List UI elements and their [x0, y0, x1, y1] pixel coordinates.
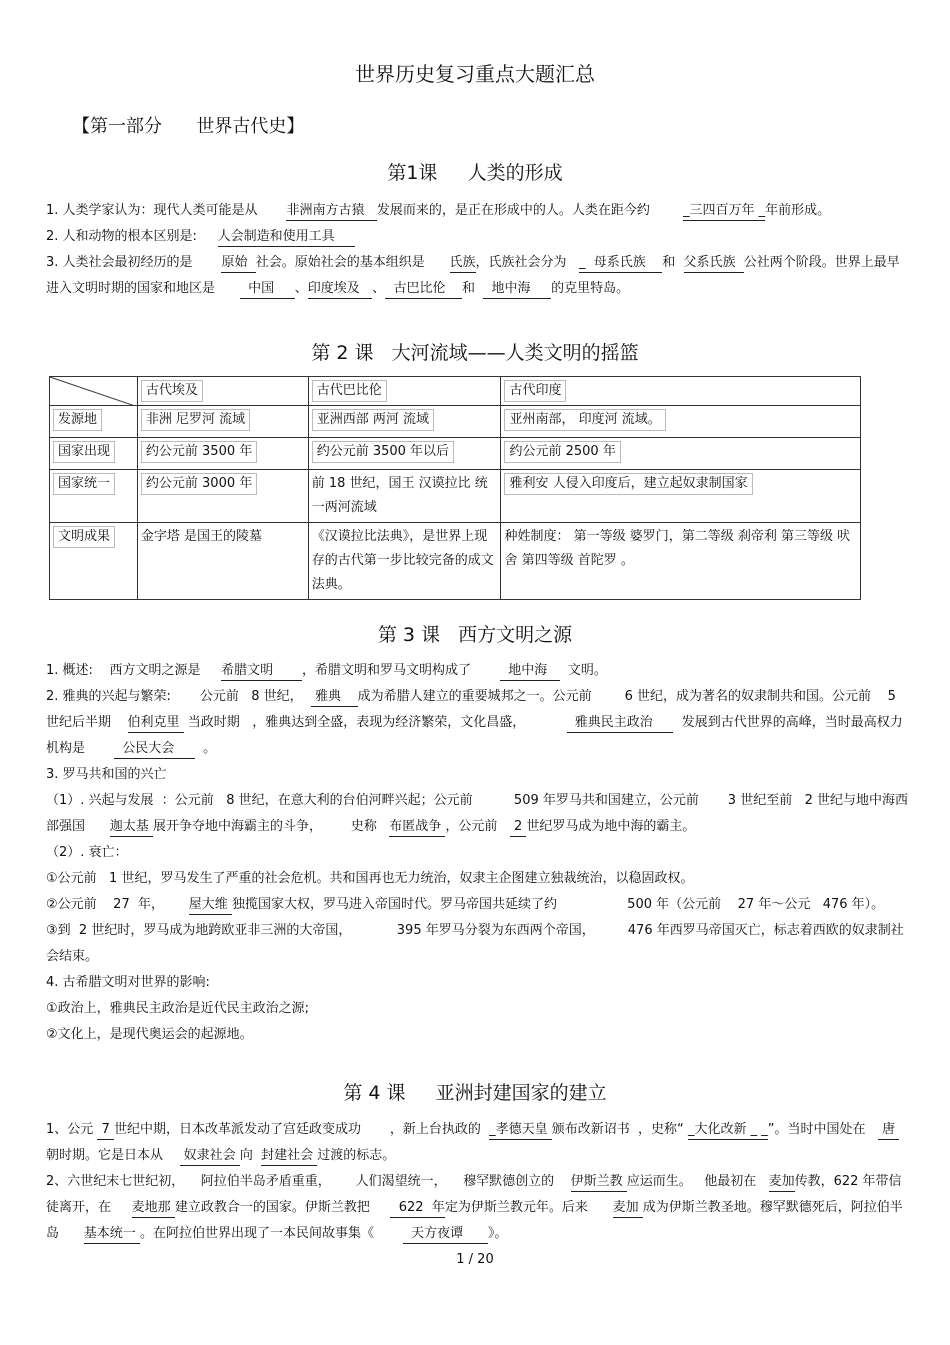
table-row: [50, 523, 861, 600]
page-number: 1 / 20: [456, 1252, 494, 1267]
fill-in-answer: 非洲南方古猿: [286, 202, 376, 221]
text-run: 1. 概述: 西方文明之源是: [46, 663, 222, 678]
text-run: 展开争夺地中海霸主的斗争， 史称: [152, 819, 390, 834]
paragraph: [46, 198, 908, 224]
paragraph: [46, 892, 908, 918]
paragraph: [46, 1117, 908, 1169]
table-row: [50, 470, 861, 523]
text-run: ，氏族社会分为: [475, 255, 579, 270]
text-run: 3. 人类社会最初经历的是: [46, 255, 222, 270]
lesson-1-body: [46, 198, 908, 302]
fill-in-answer: 封建社会: [261, 1147, 317, 1166]
paragraph: [46, 996, 908, 1022]
fill-in-answer: 人会制造和使用工具: [218, 228, 356, 247]
text-run: ”。当时中国处在: [767, 1122, 878, 1137]
text-run: 发展到古代世界的高峰，当时最高权力机构是: [46, 715, 903, 756]
table-cell: 亚洲西部 两河 流域: [308, 406, 501, 438]
paragraph: [46, 866, 908, 892]
text-run: 世纪罗马成为地中海的霸主。: [526, 819, 696, 834]
fill-in-answer: 迦太基: [110, 818, 153, 837]
text-run: 当政时期 ，雅典达到全盛，表现为经济繁荣，文化昌盛，: [183, 715, 567, 730]
paragraph: [46, 762, 908, 788]
text-run: 颁布改新诏书 ，史称“: [551, 1122, 688, 1137]
diagonal-line: [50, 377, 137, 406]
text-run: 1. 人类学家认为：现代人类可能是从: [46, 203, 287, 218]
text-run: 世纪中期，日本改革派发动了宫廷政变成功 ，新上台执政的: [113, 1122, 490, 1137]
table-header-row: [50, 377, 861, 406]
text-run: ②公元前 27 年，: [46, 897, 189, 912]
table-cell: 约公元前 3500 年: [137, 438, 308, 470]
table-cell: 《汉谟拉比法典》，是世界上现存的古代第一步比较完备的成文法典。: [308, 523, 501, 600]
text-run: ①公元前 1 世纪，罗马发生了严重的社会危机。共和国再也无力统治，奴隶主企图建立独裁统治，以稳固政权。: [46, 871, 694, 886]
text-run: 文明。: [559, 663, 607, 678]
fill-in-answer: 公民大会: [114, 740, 195, 759]
text-run: 3. 罗马共和国的兴亡: [46, 767, 167, 782]
fill-in-answer: 麦加: [613, 1199, 643, 1218]
text-run: ①政治上，雅典民主政治是近代民主政治之源;: [46, 1001, 310, 1016]
lesson-1-heading: 第1课 人类的形成: [387, 162, 563, 184]
paragraph: [46, 918, 908, 970]
fill-in-answer: _大化改新 _ _: [688, 1121, 768, 1140]
fill-in-answer: 地中海: [500, 662, 560, 681]
paragraph: [46, 658, 908, 684]
text-run: ②文化上，是现代奥运会的起源地。: [46, 1027, 253, 1042]
text-run: 社会。原始社会的基本组织是: [255, 255, 450, 270]
fill-in-answer: 雅典: [311, 688, 358, 707]
fill-in-answer: 氏族: [450, 254, 476, 273]
lesson-2-heading: 第 2 课 大河流域——人类文明的摇篮: [311, 342, 639, 364]
text-run: 向: [239, 1148, 262, 1163]
text-run: 和: [461, 281, 484, 296]
fill-in-answer: 原始: [221, 254, 255, 273]
fill-in-answer: 印度埃及: [308, 280, 372, 299]
fill-in-answer: 基本统一: [84, 1225, 140, 1244]
column-header: 古代埃及: [137, 377, 308, 406]
lesson-4-body: [46, 1117, 908, 1247]
text-run: 成为伊斯兰教圣地。穆罕默德死后，阿拉伯半岛: [46, 1200, 903, 1241]
text-run: 》。: [487, 1226, 508, 1241]
text-run: 2. 雅典的兴起与繁荣: 公元前 8 世纪，: [46, 689, 311, 704]
fill-in-answer: 天方夜谭: [403, 1225, 488, 1244]
text-run: 。: [194, 741, 217, 756]
table-cell: 约公元前 3500 年以后: [308, 438, 501, 470]
fill-in-answer: 地中海: [483, 280, 551, 299]
text-run: 。在阿拉伯世界出现了一本民间故事集《: [139, 1226, 403, 1241]
paragraph: [46, 840, 908, 866]
text-run: 成为希腊人建立的重要城邦之一。公元前 6 世纪，成为著名的奴隶制共和国。公元前 5 世纪后半期: [46, 689, 900, 730]
text-run: 2、六世纪末七世纪初， 阿拉伯半岛矛盾重重， 人们渴望统一， 穆罕默德创立的: [46, 1174, 571, 1189]
diagonal-corner-cell: [50, 377, 138, 406]
text-run: 应运而生。 他最初在: [626, 1174, 769, 1189]
fill-in-answer: 奴隶社会: [180, 1147, 240, 1166]
paragraph: [46, 224, 908, 250]
fill-in-answer: 2: [510, 818, 527, 837]
text-run: 4. 古希腊文明对世界的影响:: [46, 975, 210, 990]
lesson-3-heading: 第 3 课 西方文明之源: [377, 624, 573, 646]
table-cell: 亚州南部， 印度河 流域。: [501, 406, 861, 438]
fill-in-answer: _ 母系氏族: [579, 254, 662, 273]
text-run: 年前形成。: [765, 203, 831, 218]
fill-in-answer: 伊斯兰教: [571, 1173, 627, 1192]
text-run: 的克里特岛。: [551, 281, 630, 296]
fill-in-answer: 7: [97, 1121, 114, 1140]
text-run: 建立政教合一的国家。伊斯兰教把: [174, 1200, 391, 1215]
fill-in-answer: _孝德天皇: [489, 1121, 552, 1140]
paragraph: [46, 250, 908, 302]
text-run: 、: [372, 281, 386, 296]
fill-in-answer: 父系氏族: [684, 254, 744, 273]
text-run: 和: [662, 255, 684, 270]
lesson-3-body: [46, 658, 908, 1048]
row-label: 发源地: [50, 406, 138, 438]
column-header: 古代巴比伦: [308, 377, 501, 406]
row-label: 国家出现: [50, 438, 138, 470]
table-cell: 非洲 尼罗河 流域: [137, 406, 308, 438]
text-run: 传教，622 年带信徒离开，在: [46, 1174, 902, 1215]
fill-in-answer: 唐: [878, 1121, 899, 1140]
table-row: [50, 438, 861, 470]
text-run: 定为伊斯兰教元年。后来: [444, 1200, 613, 1215]
fill-in-answer: _三四百万年 _: [683, 202, 765, 221]
text-run: 、: [294, 281, 308, 296]
fill-in-answer: 622 年: [390, 1199, 444, 1218]
fill-in-answer: 中国: [240, 280, 295, 299]
table-cell: 约公元前 3000 年: [137, 470, 308, 523]
civilizations-table: [49, 376, 861, 600]
text-run: （1）. 兴起与发展 ：公元前 8 世纪，在意大利的台伯河畔兴起；公元前 509 年罗马共和国建立，公元前 3 世纪至前 2 世纪与地中海西部强国: [46, 793, 908, 834]
table-row: [50, 406, 861, 438]
paragraph: [46, 788, 908, 840]
fill-in-answer: 麦地那: [132, 1199, 175, 1218]
text-run: ，希腊文明和罗马文明构成了: [302, 663, 500, 678]
text-run: 过渡的标志。: [317, 1148, 396, 1163]
part-heading: 【第一部分 世界古代史】: [72, 116, 305, 137]
fill-in-answer: 希腊文明: [221, 662, 302, 681]
paragraph: [46, 1169, 908, 1247]
table-cell: 金字塔 是国王的陵墓: [137, 523, 308, 600]
text-run: 独揽国家大权，罗马进入帝国时代。罗马帝国共延续了约 500 年（公元前 27 年～公元 476 年）。: [231, 897, 885, 912]
text-run: ③到 2 世纪时，罗马成为地跨欧亚非三洲的大帝国， 395 年罗马分裂为东西两个帝国， 476 年西罗马帝国灭亡，标志着西欧的奴隶制社会结束。: [46, 923, 904, 964]
text-run: 发展而来的，是正在形成中的人。人类在距今约: [376, 203, 683, 218]
paragraph: [46, 970, 908, 996]
table-cell: 约公元前 2500 年: [501, 438, 861, 470]
table-cell: 种姓制度： 第一等级 婆罗门，第二等级 刹帝利 第三等级 吠舍 第四等级 首陀罗 。: [501, 523, 861, 600]
text-run: 朝时期。它是日本从: [46, 1122, 904, 1163]
text-run: 1、公元: [46, 1122, 98, 1137]
table-cell: 雅利安 人侵入印度后，建立起奴隶制国家: [501, 470, 861, 523]
text-run: 2. 人和动物的根本区别是:: [46, 229, 218, 244]
fill-in-answer: 雅典民主政治: [567, 714, 674, 733]
lesson-4-heading: 第 4 课 亚洲封建国家的建立: [343, 1082, 607, 1104]
fill-in-answer: 麦加: [769, 1173, 795, 1192]
text-run: （2）. 衰亡：: [46, 845, 128, 860]
table-cell: 前 18 世纪，国王 汉谟拉比 统一两河流域: [308, 470, 501, 523]
fill-in-answer: 伯利克里: [128, 714, 184, 733]
fill-in-answer: 布匿战争: [389, 818, 445, 837]
paragraph: [46, 684, 908, 762]
fill-in-answer: 古巴比伦: [385, 280, 462, 299]
text-run: 公社两个阶段。世界上最早进入文明时期的国家和地区是: [46, 255, 900, 296]
paragraph: [46, 1022, 908, 1048]
row-label: 国家统一: [50, 470, 138, 523]
row-label: 文明成果: [50, 523, 138, 600]
column-header: 古代印度: [501, 377, 861, 406]
document-title: 世界历史复习重点大题汇总: [355, 62, 595, 86]
fill-in-answer: 屋大维: [189, 896, 232, 915]
text-run: ，公元前: [445, 819, 510, 834]
